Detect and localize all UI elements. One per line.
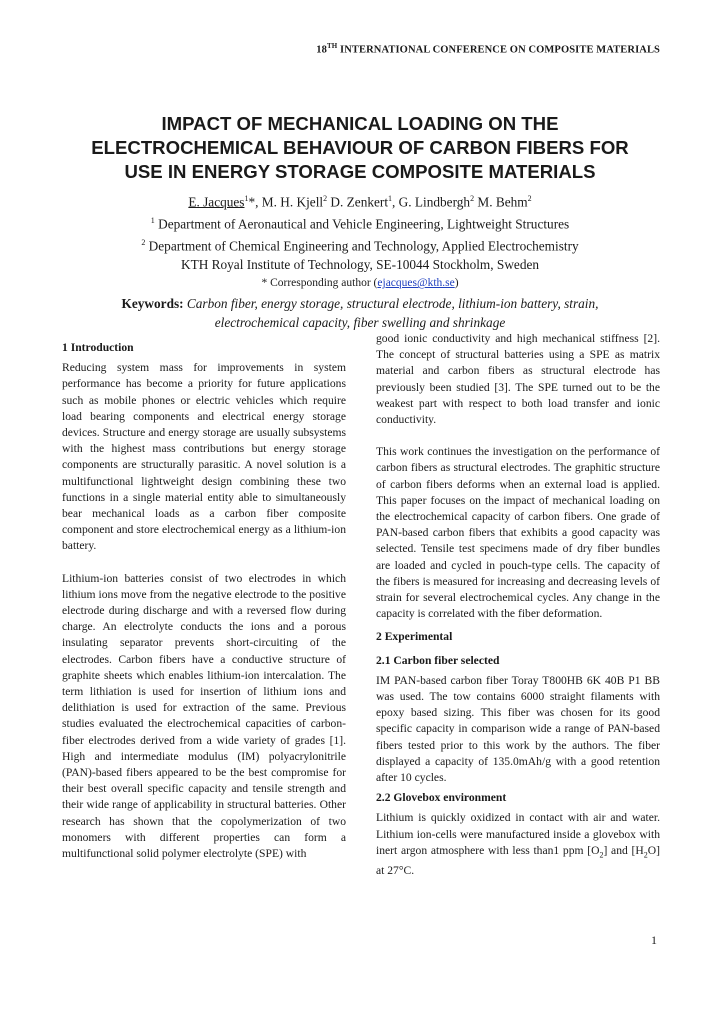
author-3: D. Zenkert xyxy=(327,194,389,210)
author-3-sup: 1 xyxy=(388,194,393,203)
p4-sub-2: 2 xyxy=(643,850,648,860)
author-list xyxy=(40,190,680,212)
aff-2-sup: 2 xyxy=(141,237,146,247)
author-1-star: *, xyxy=(248,194,262,210)
author-block xyxy=(40,190,680,293)
left-column xyxy=(62,340,346,862)
p4-sub-1: 2 xyxy=(599,850,604,860)
paragraph: IM PAN-based carbon fiber Toray T800HB 6K 40B P1 BB was used. The tow contains 6000 straight filaments with epoxy based sizing. This fiber was chosen for its good specific capacity in comparison wide a range of PAN-based fibers tested prior to this work by the authors. The fiber displayed a capacity of 135.0mAh/g with a good retention after 10 cycles. xyxy=(376,673,660,785)
affiliation-1 xyxy=(40,212,680,234)
keywords-label: Keywords: xyxy=(121,296,184,311)
author-1-sup: 1 xyxy=(244,194,249,203)
conf-number: 18 xyxy=(316,44,327,56)
conference-header xyxy=(0,42,720,56)
author-2: M. H. Kjell xyxy=(261,194,324,210)
right-column xyxy=(376,331,660,880)
paragraph: Lithium-ion batteries consist of two electrodes in which lithium ions move from the negative electrode to the positive electrode during discharge and with a reversed flow during charge. An electrolyte conducts the ions and a porous insulating separator prevents short-circuiting of the electrodes. Carbon fibers have a conductive structure of graphite sheets which enables lithium-ion intercalation. The term lithiation is used for insertion of lithium ions and delithiation is used for extraction of the same. Previous studies evaluated the electrochemical capacities of carbon-fiber electrodes derived from a wide variety of grades [1]. High and intermediate modulus (IM) polyacrylonitrile (PAN)-based fibers appeared to be the best compromise for their best overall specific capacity and tensile strength and their wide range of applicability in structural batteries. Other research has shown that the copolymerization of two monomers with different properties can form a multifunctional solid polymer electrolyte (SPE) with xyxy=(62,571,346,861)
keywords xyxy=(80,295,640,332)
aff-1-text: Department of Aeronautical and Vehicle Engineering, Lightweight Structures xyxy=(154,216,570,232)
subsection-heading-glovebox: 2.2 Glovebox environment xyxy=(376,791,507,805)
paragraph: Reducing system mass for improvements in system performance has become a priority for future applications such as mobile phones or electric vehicles which require load bearing components and electrical energy storage devices. Structure and energy storage are usually subsystems with the highest mass contributions but energy storage components are structurally parasitic. A novel solution is a multifunctional lightweight design combining these two functions in a single material entity able to simultaneously bear mechanical loads as a carbon fiber composite component and store electrochemical energy as a lithium-ion battery. xyxy=(62,361,346,553)
title-line-3: USE IN ENERGY STORAGE COMPOSITE MATERIALS xyxy=(124,161,596,182)
section-heading-introduction: 1 Introduction xyxy=(62,341,134,354)
author-4: , G. Lindbergh xyxy=(392,194,471,210)
email-link[interactable]: ejacques@kth.se xyxy=(377,277,455,290)
paragraph: This work continues the investigation on the performance of carbon fibers as structural electrodes. The graphitic structure of carbon fibers deforms when an external load is applied. This paper focuses on the impact of mechanical loading on the electrochemical capacity of carbon fibers. One grade of PAN-based carbon fibers that exhibits a good capacity was selected. Tensile test specimens made of dry fiber bundles are loaded and cycled in pouch-type cells. The capacity of the fibers is measured for increasing and decreasing levels of strain for several electrochemical cycles. Any change in the capacity is correlated with the fiber deformation. xyxy=(376,445,660,621)
p4-text-b: ] and [H xyxy=(603,843,644,857)
page-number: 1 xyxy=(651,933,657,947)
affiliation-3: KTH Royal Institute of Technology, SE-10044 Stockholm, Sweden xyxy=(180,256,540,272)
corresponding-author xyxy=(40,274,680,293)
aff-1-sup: 1 xyxy=(150,215,155,225)
author-5: M. Behm xyxy=(474,194,528,210)
p4-text-a: Lithium is quickly oxidized in contact with air and water. Lithium ion-cells were manufactured inside a glovebox with inert argon atmosphere with less than1 ppm [O xyxy=(376,811,660,857)
paragraph xyxy=(376,810,660,879)
paper-title xyxy=(40,112,680,184)
subsection-heading-carbon-fiber: 2.1 Carbon fiber selected xyxy=(376,653,500,667)
author-1: E. Jacques xyxy=(188,194,245,210)
aff-2-text: Department of Chemical Engineering and Technology, Applied Electrochemistry xyxy=(145,238,579,254)
author-2-sup: 2 xyxy=(323,194,328,203)
section-heading-experimental: 2 Experimental xyxy=(376,630,453,644)
conf-sup: TH xyxy=(327,42,338,50)
p4-text-c: O] at 27°C. xyxy=(376,843,660,878)
keywords-text: Carbon fiber, energy storage, structural electrode, lithium-ion battery, strain, electrochemical capacity, fiber swelling and shrinkage xyxy=(186,296,599,330)
author-4-sup: 2 xyxy=(470,194,475,203)
title-line-2: ELECTROCHEMICAL BEHAVIOUR OF CARBON FIBERS FOR xyxy=(91,137,629,158)
paragraph: good ionic conductivity and high mechanical stiffness [2]. The concept of structural batteries using a SPE as matrix material and carbon fibers as structural electrode has previously been studied [3]. The SPE turned out to be the weakest part with respect to both load transfer and ionic conductivity. xyxy=(376,332,660,427)
author-5-sup: 2 xyxy=(527,194,532,203)
title-line-1: IMPACT OF MECHANICAL LOADING ON THE xyxy=(161,113,559,134)
corr-suffix: ) xyxy=(454,277,459,290)
affiliation-2 xyxy=(40,234,680,256)
corr-prefix: * Corresponding author ( xyxy=(261,277,378,290)
conf-name: INTERNATIONAL CONFERENCE ON COMPOSITE MATERIALS xyxy=(337,44,660,56)
